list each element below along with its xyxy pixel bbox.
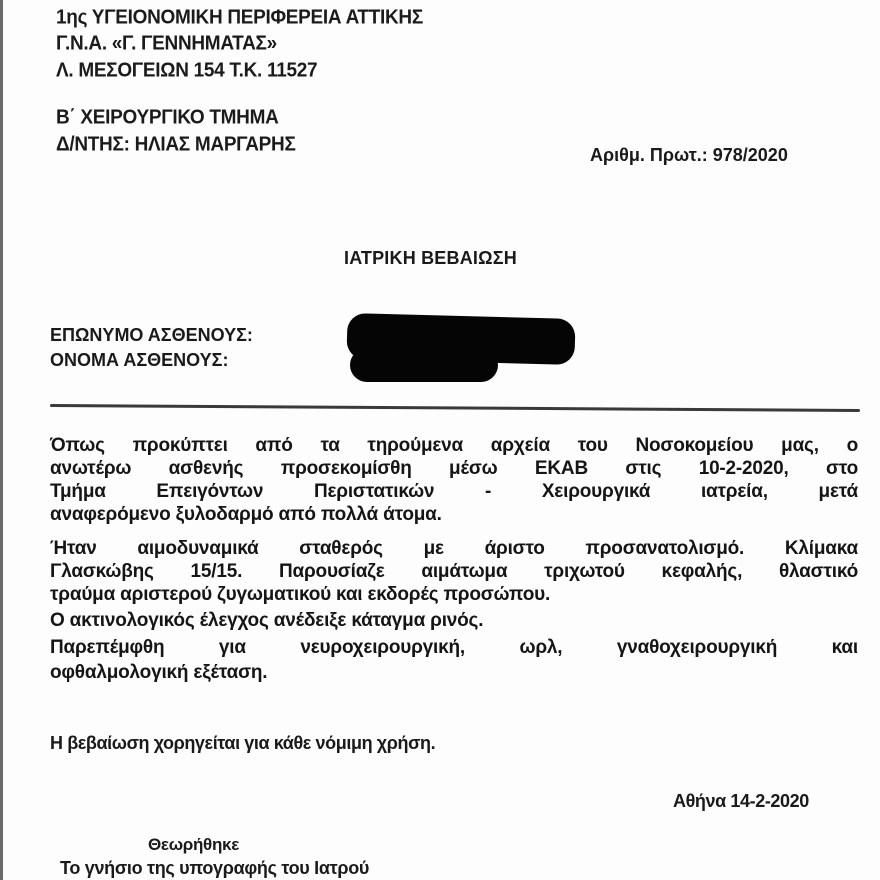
body-line-9: Παρεπέμφθη για νευροχειρουργική, ωρλ, γναθοχειρουργική και <box>50 637 858 658</box>
document-title: ΙΑΤΡΙΚΗ ΒΕΒΑΙΩΣΗ <box>344 248 517 268</box>
patient-surname-label: ΕΠΩΝΥΜΟ ΑΣΘΕΝΟΥΣ: <box>50 325 253 345</box>
body-line-1: Όπως προκύπτει από τα τηρούμενα αρχεία του Νοσοκομείου μας, ο <box>50 435 858 456</box>
header-department: Β΄ ΧΕΙΡΟΥΡΓΙΚΟ ΤΜΗΜΑ <box>56 106 279 129</box>
redacted-name <box>350 348 498 382</box>
body-line-5: Ήταν αιμοδυναμικά σταθερός με άριστο προσανατολισμό. Κλίμακα <box>50 538 858 559</box>
body-line-6: Γλασκώβης 15/15. Παρουσίαζε αιμάτωμα τριχωτού κεφαλής, θλαστικό <box>50 561 858 582</box>
patient-name-label: ΟΝΟΜΑ ΑΣΘΕΝΟΥΣ: <box>50 350 229 370</box>
body-line-8: Ο ακτινολογικός έλεγχος ανέδειξε κάταγμα ρινός. <box>50 610 484 631</box>
body-line-10: οφθαλμολογική εξέταση. <box>50 662 268 683</box>
body-line-7: τραύμα αριστερού ζυγωματικού και εκδορές προσώπου. <box>50 584 551 605</box>
page-edge <box>0 0 3 880</box>
protocol-number: Αριθμ. Πρωτ.: 978/2020 <box>590 145 788 165</box>
header-hospital-name: Γ.Ν.Α. «Γ. ΓΕΝΝΗΜΑΤΑΣ» <box>56 32 277 55</box>
body-line-2: ανωτέρω ασθενής προσεκομίσθη μέσω ΕΚΑΒ στις 10-2-2020, στο <box>50 458 858 479</box>
body-line-3: Τμήμα Επειγόντων Περιστατικών - Χειρουργικά ιατρεία, μετά <box>50 481 858 502</box>
header-health-region: 1ης ΥΓΕΙΟΝΟΜΙΚΗ ΠΕΡΙΦΕΡΕΙΑ ΑΤΤΙΚΗΣ <box>56 6 423 29</box>
closing-statement: Η βεβαίωση χορηγείται για κάθε νόμιμη χρήση. <box>50 733 436 753</box>
body-line-4: αναφερόμενο ξυλοδαρμό από πολλά άτομα. <box>50 504 442 525</box>
separator-line <box>50 404 860 412</box>
signature-authenticity-note: Το γνήσιο της υπογραφής του Ιατρού <box>60 858 370 878</box>
header-address: Λ. ΜΕΣΟΓΕΙΩΝ 154 Τ.Κ. 11527 <box>56 59 318 82</box>
header-director: Δ/ΝΤΗΣ: ΗΛΙΑΣ ΜΑΡΓΑΡΗΣ <box>56 133 296 156</box>
issue-date: Αθήνα 14-2-2020 <box>673 791 809 811</box>
seen-stamp-label: Θεωρήθηκε <box>148 835 239 854</box>
